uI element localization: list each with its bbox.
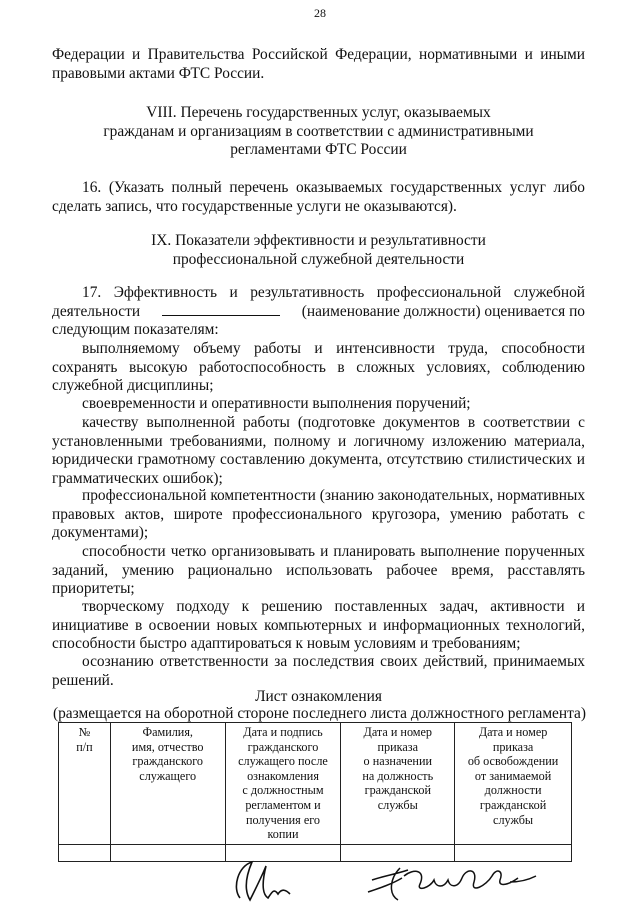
sheet-title: Лист ознакомления [255,688,382,705]
section-8-heading [52,104,585,160]
header-text-line: Дата и номер [363,725,433,739]
text-line: правовых актов, широте профессионального кругозора, умению работать с [52,505,585,523]
column-header-appointment-order [341,723,455,845]
text-line: Федерации и Правительства Российской Федерации, нормативными и иными [52,46,585,63]
criterion-item [52,598,585,654]
text-line: качеству выполненной работы (подготовке документов в соответствии с [82,414,585,431]
header-text-line: службы [377,797,418,812]
page-number: 28 [314,6,326,20]
column-header-number [59,723,111,845]
header-text-line: должности [484,783,542,798]
header-text-line: Дата и номер [478,725,548,739]
header-text-line: служащего [139,768,197,783]
header-text-line: получения его [245,812,321,827]
text-line: сохранять высокую работоспособность в сложных условиях, соблюдению [52,358,585,376]
header-text-line: копии [267,827,299,842]
criterion-item [52,543,585,599]
sheet-subtitle: (размещается на оборотной стороне последнего листа должностного регламента) [52,705,586,722]
heading-line: IX. Показатели эффективности и результативности [151,232,486,249]
text-line: приоритеты; [52,580,135,598]
signatures [0,858,640,905]
criterion-item [52,487,585,543]
header-text-line: ознакомления [247,768,319,783]
header-text-line: от занимаемой [474,768,552,783]
text-line: своевременности и оперативности выполнения поручений; [82,395,471,412]
text-line: следующим показателям: [52,321,219,339]
header-text-line: Фамилия, [142,725,193,739]
header-text-line: Дата и подпись [243,725,323,739]
header-text-line: приказа [377,739,419,754]
text-line: выполняемому объему работы и интенсивности труда, способности [82,340,585,357]
acquaintance-table [58,722,572,862]
paragraph-16 [52,179,585,216]
header-text-line: гражданской [364,783,431,798]
text-line: 17. Эффективность и результативность профессиональной служебной [82,284,585,301]
heading-line: регламентами ФТС России [230,141,407,159]
text-fragment: (наименование должности) оценивается по [301,302,585,320]
header-text-line: п/п [76,739,93,754]
header-text-line: службы [493,812,534,827]
text-line: заданий, умению рационально использовать рабочее время, расставлять [52,561,585,579]
section-9-heading [52,232,585,269]
text-line: юридически грамотному составлению документа, отсутствию стилистических и [52,451,585,469]
header-text-line: имя, отчество [131,739,204,754]
text-line: правовыми актами ФТС России. [52,64,265,82]
signature-left [236,862,290,900]
column-header-dismissal-order [455,723,572,845]
header-text-line: об освобождении [467,754,559,769]
header-text-line: гражданского [247,739,319,754]
text-line: творческому подходу к решению поставленных задач, активности и [82,598,585,615]
text-line: документами); [52,524,149,542]
heading-line: профессиональной служебной деятельности [172,250,465,268]
text-line: инициативе в освоении новых компьютерных и информационных технологий, [52,616,585,634]
criterion-item [52,414,585,488]
text-line: способности быстро адаптироваться к новым условиям и требованиям; [52,635,521,653]
criterion-item [52,395,585,414]
header-text-line: о назначении [363,754,432,769]
header-text-line: служащего после [238,754,328,769]
signature-right [368,868,536,900]
header-text-line: № [78,725,91,739]
criterion-item [52,653,585,690]
header-text-line: регламентом и [245,797,321,812]
text-line: решений. [52,671,114,689]
header-text-line: гражданской [479,797,547,812]
text-line: профессиональной компетентности (знанию законодательных, нормативных [82,487,585,504]
header-text-line: на должность [362,768,434,783]
text-fragment: деятельности [52,302,141,320]
text-line: 16. (Указать полный перечень оказываемых государственных услуг либо [82,179,585,196]
intro-paragraph [52,46,585,83]
heading-line: гражданам и организациям в соответствии с административными [103,122,534,140]
text-line: способности четко организовывать и планировать выполнение порученных [82,543,585,560]
paragraph-17 [52,284,585,340]
text-line [52,303,585,322]
acquaintance-sheet-heading [52,688,585,722]
header-text-line: с должностным [242,783,324,798]
header-text-line: приказа [492,739,534,754]
text-line: грамматических ошибок); [52,469,223,487]
text-line: установленными требованиями, полному и логичному изложению материала, [52,432,585,450]
position-blank-field [162,303,280,316]
header-text-line: гражданского [132,754,204,769]
text-line: служебной дисциплины; [52,377,214,395]
heading-line: VIII. Перечень государственных услуг, оказываемых [146,104,491,121]
column-header-signature-date [225,723,341,845]
column-header-name [110,723,225,845]
text-line: осознанию ответственности за последствия своих действий, принимаемых [82,653,585,670]
table-header-row [59,723,572,845]
criterion-item [52,340,585,396]
text-line: сделать запись, что государственные услуги не оказываются). [52,197,457,215]
